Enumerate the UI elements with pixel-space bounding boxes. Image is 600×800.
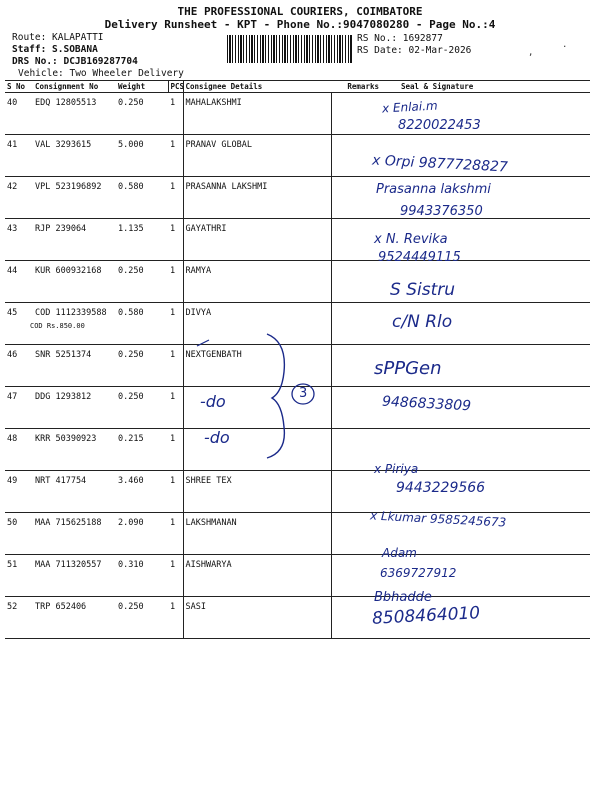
consignment-no: MAA 715625188: [33, 513, 116, 555]
sno: 46: [5, 345, 33, 387]
handwritten-phone: 8220022453: [398, 118, 481, 133]
weight: 0.250: [116, 387, 168, 429]
consignment-no: KRR 50390923: [33, 429, 116, 471]
consignee: PRANAV GLOBAL: [183, 135, 331, 177]
handwritten-signature: x Enlai.m: [381, 98, 438, 116]
handwritten-signature: S Sistru: [390, 280, 455, 300]
sno: 49: [5, 471, 33, 513]
sno: 43: [5, 219, 33, 261]
handwritten-signature: x Lkumar 9585245673: [369, 508, 507, 530]
table-row: [5, 597, 590, 639]
remarks: [331, 387, 381, 429]
consignment-no: KUR 600932168: [33, 261, 116, 303]
table-header-row: [5, 81, 590, 93]
handwritten-phone: 6369727912: [380, 566, 457, 580]
pcs: 1: [168, 261, 183, 303]
consignee: NEXTGENBATH: [183, 345, 331, 387]
consignment-no: NRT 417754: [33, 471, 116, 513]
handwritten-phone: 9486833809: [381, 393, 472, 415]
header-title: THE PROFESSIONAL COURIERS, COIMBATORE: [177, 5, 423, 18]
handwritten-phone: 8508464010: [371, 603, 481, 629]
consignment-no: VPL 523196892: [33, 177, 116, 219]
sno: 44: [5, 261, 33, 303]
weight: 0.215: [116, 429, 168, 471]
handwritten-signature: x Piriya: [374, 462, 419, 476]
consignment-no: DDG 1293812: [33, 387, 116, 429]
strike-mark: [196, 338, 210, 348]
consignee: LAKSHMANAN: [183, 513, 331, 555]
consignee: AISHWARYA: [183, 555, 331, 597]
weight: 0.580: [116, 177, 168, 219]
stray-mark: ,: [528, 48, 534, 58]
table-row: [5, 471, 590, 513]
weight: 0.250: [116, 345, 168, 387]
consignee: SHREE TEX: [183, 471, 331, 513]
pcs: 1: [168, 177, 183, 219]
weight: 5.000: [116, 135, 168, 177]
consignment-no: COD 1112339588: [33, 303, 116, 345]
handwritten-ditto: -do: [200, 392, 226, 411]
sno: 47: [5, 387, 33, 429]
sno: 45: [5, 303, 33, 345]
weight: 0.250: [116, 597, 168, 639]
consignee: SASI: [183, 597, 331, 639]
remarks: [331, 261, 381, 303]
header-subtitle: Delivery Runsheet - KPT - Phone No.:9047080280 - Page No.:4: [104, 18, 496, 31]
remarks: [331, 471, 381, 513]
consignee: PRASANNA LAKSHMI: [183, 177, 331, 219]
table-row: [5, 219, 590, 261]
route-label: Route: KALAPATTI: [12, 32, 104, 43]
handwritten-phone: 9524449115: [378, 250, 461, 265]
handwritten-ditto: -do: [204, 428, 230, 447]
pcs: 1: [168, 345, 183, 387]
remarks: [331, 177, 381, 219]
pcs: 1: [168, 303, 183, 345]
weight: 0.250: [116, 261, 168, 303]
rs-no-label: RS No.: 1692877: [357, 33, 443, 44]
remarks: [331, 93, 381, 135]
handwritten-signature: x Orpi 9877728827: [371, 152, 509, 176]
handwritten-remark: c/N Rlo: [392, 312, 453, 332]
cod-note: COD Rs.850.00: [30, 322, 85, 330]
sno: 40: [5, 93, 33, 135]
pcs: 1: [168, 555, 183, 597]
col-header-remarks: Remarks: [331, 81, 381, 93]
table-row: [5, 261, 590, 303]
sno: 52: [5, 597, 33, 639]
handwritten-signature: sPPGen: [374, 358, 442, 379]
consignment-no: MAA 711320557: [33, 555, 116, 597]
weight: 0.250: [116, 93, 168, 135]
pcs: 1: [168, 93, 183, 135]
weight: 2.090: [116, 513, 168, 555]
weight: 3.460: [116, 471, 168, 513]
col-header-sno: S No: [5, 81, 33, 93]
col-header-pcs: PCS: [168, 81, 183, 93]
stray-mark: .: [562, 40, 568, 50]
consignment-no: RJP 239064: [33, 219, 116, 261]
weight: 0.580: [116, 303, 168, 345]
remarks: [331, 303, 381, 345]
pcs: 1: [168, 429, 183, 471]
pcs: 1: [168, 471, 183, 513]
sno: 42: [5, 177, 33, 219]
sno: 41: [5, 135, 33, 177]
handwritten-phone: 9943376350: [400, 204, 483, 219]
consignment-no: SNR 5251374: [33, 345, 116, 387]
circled-number: 3: [299, 386, 308, 401]
col-header-consignee: Consignee Details: [183, 81, 331, 93]
consignment-no: EDQ 12805513: [33, 93, 116, 135]
pcs: 1: [168, 387, 183, 429]
staff-label: Staff: S.SOBANA: [12, 44, 98, 55]
consignment-no: VAL 3293615: [33, 135, 116, 177]
col-header-weight: Weight: [116, 81, 168, 93]
table-row: [5, 555, 590, 597]
drs-label: DRS No.: DCJB169287704: [12, 56, 138, 67]
pcs: 1: [168, 597, 183, 639]
rs-date-label: RS Date: 02-Mar-2026: [357, 45, 472, 56]
pcs: 1: [168, 219, 183, 261]
sno: 51: [5, 555, 33, 597]
handwritten-signature: Adam: [382, 546, 417, 560]
consignment-no: TRP 652406: [33, 597, 116, 639]
pcs: 1: [168, 513, 183, 555]
consignee: GAYATHRI: [183, 219, 331, 261]
handwritten-signature: Prasanna lakshmi: [376, 182, 491, 197]
consignee: DIVYA: [183, 303, 331, 345]
sno: 50: [5, 513, 33, 555]
handwritten-signature: Bbhadde: [374, 590, 432, 605]
consignee: RAMYA: [183, 261, 331, 303]
table-row: [5, 93, 590, 135]
barcode: [227, 35, 353, 63]
pcs: 1: [168, 135, 183, 177]
col-header-consignment: Consignment No: [33, 81, 116, 93]
table-row: [5, 177, 590, 219]
handwritten-phone: 9443229566: [396, 480, 486, 496]
consignee: MAHALAKSHMI: [183, 93, 331, 135]
handwritten-signature: x N. Revika: [374, 232, 448, 247]
weight: 0.310: [116, 555, 168, 597]
sno: 48: [5, 429, 33, 471]
col-header-signature: Seal & Signature: [381, 81, 590, 93]
weight: 1.135: [116, 219, 168, 261]
vehicle-label: Vehicle: Two Wheeler Delivery: [18, 68, 184, 79]
